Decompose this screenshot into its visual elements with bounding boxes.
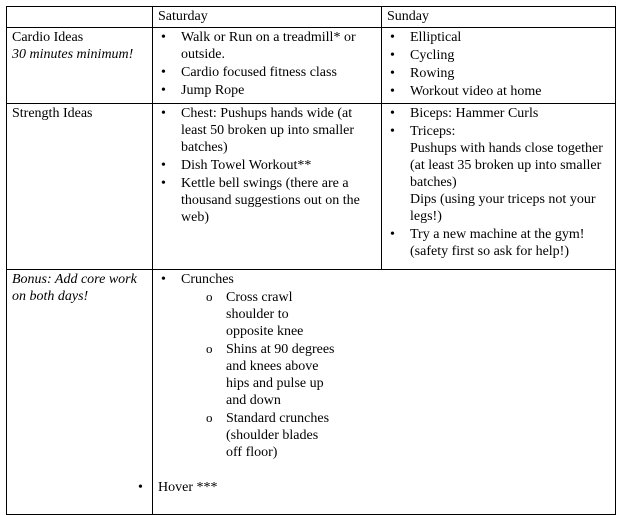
- triceps-dips: Dips (using your triceps not your legs!): [410, 192, 596, 224]
- crunch-types-list: [206, 289, 336, 461]
- bonus-row: [7, 270, 616, 515]
- header-empty-cell: [7, 7, 153, 28]
- cardio-sublabel: 30 minutes minimum!: [12, 47, 134, 62]
- strength-label-cell: [7, 104, 153, 270]
- cardio-row: [7, 28, 616, 104]
- list-item: • Hover ***: [135, 479, 610, 496]
- strength-sunday-cell: [382, 104, 616, 270]
- list-item: • Jump Rope: [158, 82, 376, 99]
- list-item: • Cycling: [387, 47, 610, 64]
- list-item: • Walk or Run on a treadmill* or outside.: [158, 29, 376, 63]
- list-item: o Standard crunches (shoulder blades off floor): [206, 410, 336, 461]
- bonus-content-cell: [153, 270, 616, 515]
- strength-row: [7, 104, 616, 270]
- list-item: • Biceps: Hammer Curls: [387, 105, 610, 122]
- list-item: [387, 123, 610, 225]
- cardio-sunday-cell: [382, 28, 616, 104]
- list-item: • Workout video at home: [387, 83, 610, 100]
- header-sunday: Sunday: [382, 7, 616, 28]
- cardio-label-cell: [7, 28, 153, 104]
- strength-saturday-cell: [153, 104, 382, 270]
- cardio-label: Cardio Ideas: [12, 30, 84, 45]
- strength-label: Strength Ideas: [12, 106, 93, 121]
- list-item: • Kettle bell swings (there are a thousand suggestions out on the web): [158, 175, 376, 226]
- header-saturday: Saturday: [153, 7, 382, 28]
- cardio-saturday-cell: [153, 28, 382, 104]
- spacer: [158, 462, 610, 479]
- bonus-label-cell: [7, 270, 153, 515]
- list-item: • Rowing: [387, 65, 610, 82]
- list-item: • Chest: Pushups hands wide (at least 50 broken up into smaller batches): [158, 105, 376, 156]
- workout-plan-table: [6, 6, 616, 515]
- triceps-title: • Triceps:: [410, 124, 456, 139]
- list-item: [158, 271, 610, 288]
- list-item: • Dish Towel Workout**: [158, 157, 376, 174]
- header-row: [7, 7, 616, 28]
- list-item: • Elliptical: [387, 29, 610, 46]
- list-item: • Try a new machine at the gym! (safety first so ask for help!): [387, 226, 610, 260]
- bonus-label: Bonus: Add core work on both days!: [12, 272, 137, 304]
- triceps-pushups: Pushups with hands close together (at least 35 broken up into smaller batches): [410, 141, 603, 190]
- crunches-label: Crunches: [181, 272, 234, 287]
- list-item: o Cross crawl shoulder to opposite knee: [206, 289, 336, 340]
- list-item: o Shins at 90 degrees and knees above hips and pulse up and down: [206, 341, 336, 409]
- list-item: • Cardio focused fitness class: [158, 64, 376, 81]
